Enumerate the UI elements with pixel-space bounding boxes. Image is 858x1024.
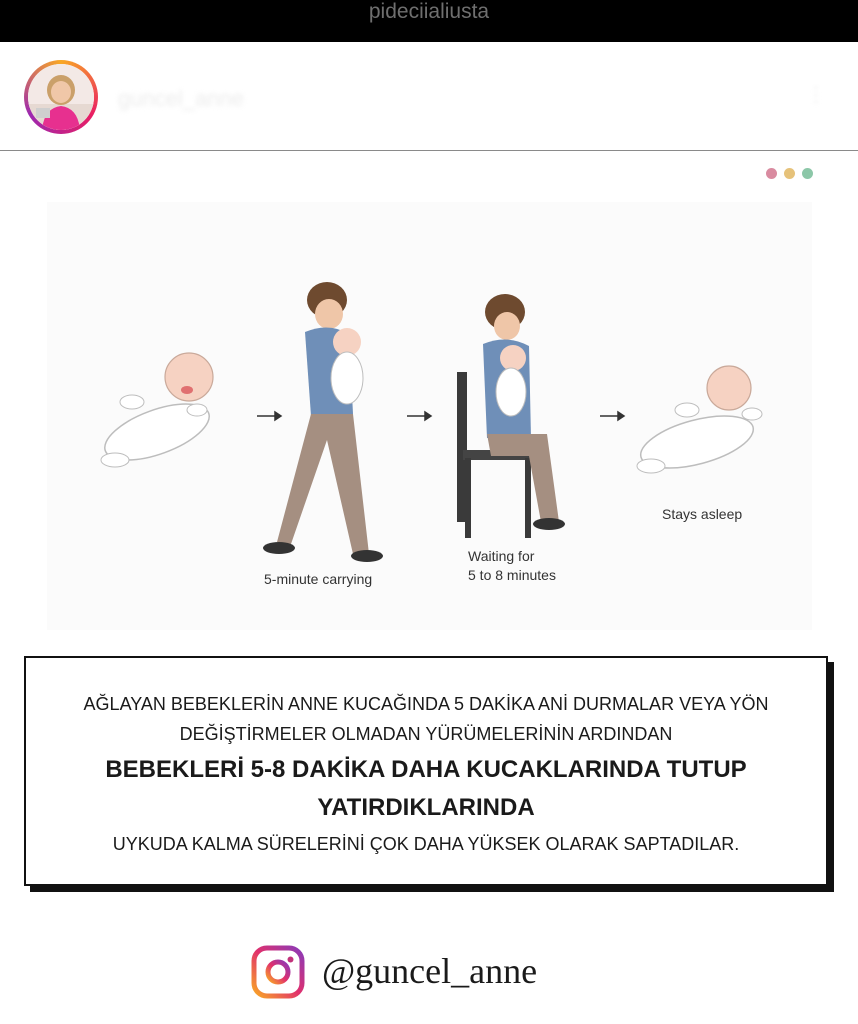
sleeping-baby-figure xyxy=(635,366,762,478)
info-text-box xyxy=(24,656,828,886)
avatar[interactable] xyxy=(24,60,98,134)
instagram-handle[interactable]: @guncel_anne xyxy=(322,951,538,991)
walking-parent-figure xyxy=(263,282,383,562)
info-line: DEĞİŞTİRMELER OLMADAN YÜRÜMELERİNİN ARDINDAN xyxy=(179,724,673,744)
watermark-text: pideciialiusta xyxy=(368,0,490,23)
caption-asleep: Stays asleep xyxy=(662,506,743,522)
carousel-dot xyxy=(784,168,795,179)
more-options-icon[interactable]: ⋮ xyxy=(806,82,826,106)
caption-carrying: 5-minute carrying xyxy=(264,571,373,587)
username[interactable]: guncel_anne xyxy=(118,86,245,111)
carousel-dot xyxy=(802,168,813,179)
instagram-icon xyxy=(250,944,306,1000)
top-bar xyxy=(0,0,858,42)
info-line-emphasis: YATIRDIKLARINDA xyxy=(317,794,535,821)
crying-baby-figure xyxy=(98,353,216,471)
caption-waiting-line1: Waiting for xyxy=(468,548,535,564)
carousel-dot xyxy=(766,168,777,179)
info-line: AĞLAYAN BEBEKLERİN ANNE KUCAĞINDA 5 DAKİKA ANİ DURMALAR VEYA YÖN xyxy=(83,694,769,714)
info-line: UYKUDA KALMA SÜRELERİNİ ÇOK DAHA YÜKSEK OLARAK SAPTADILAR. xyxy=(112,834,740,854)
sleep-illustration xyxy=(47,202,812,630)
caption-waiting-line2: 5 to 8 minutes xyxy=(468,567,556,583)
carousel-dots xyxy=(766,164,815,183)
sitting-parent-figure xyxy=(457,294,565,538)
avatar-image xyxy=(28,64,94,130)
info-line-emphasis: BEBEKLERİ 5-8 DAKİKA DAHA KUCAKLARINDA TUTUP xyxy=(105,756,747,783)
post-header xyxy=(0,42,858,151)
